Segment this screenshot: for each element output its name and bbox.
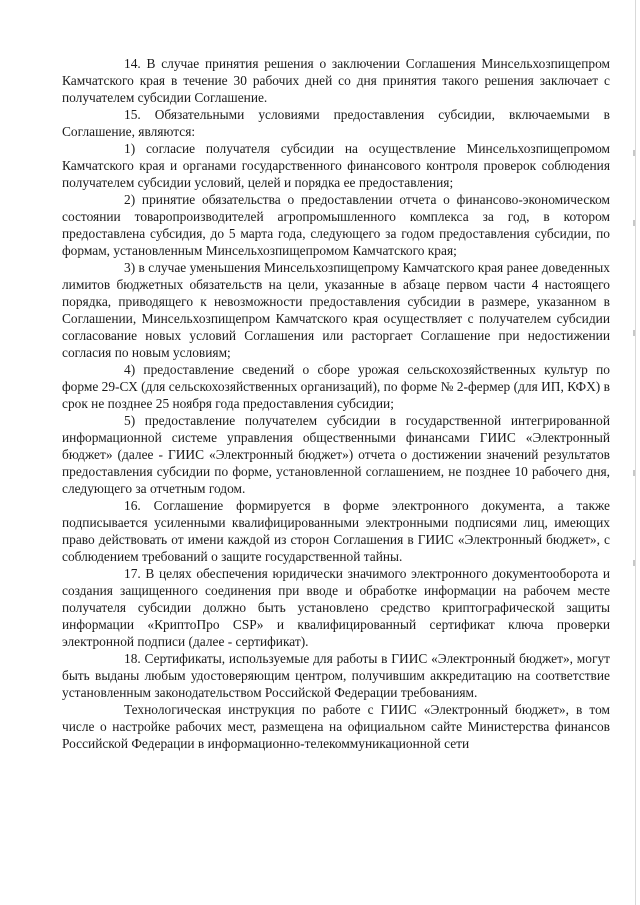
- paragraph-14: 14. В случае принятия решения о заключении Соглашения Минсельхозпищепром Камчатского края в течение 30 рабочих дней со дня принятия такого решения заключает с получателем субсидии Соглашение.: [62, 56, 610, 105]
- paragraph-15-item-4: 4) предоставление сведений о сборе урожая сельскохозяйственных культур по форме 29-СХ (для сельскохозяйственных организаций), по форме № 2-фермер (для ИП, КФХ) в срок не позднее 25 ноября года предоставления субсидии;: [62, 362, 610, 411]
- paragraph-tech-instruction: Технологическая инструкция по работе с ГИИС «Электронный бюджет», в том числе о настройке рабочих мест, размещена на официальном сайте Министерства финансов Российской Федерации в информационно-телекоммуникационной сети: [62, 702, 610, 751]
- paragraph-16: 16. Соглашение формируется в форме электронного документа, а также подписывается усиленными квалифицированными электронными подписями лиц, имеющих право действовать от имени каждой из сторон Соглашения в ГИИС «Электронный бюджет», с соблюдением требований о защите государственной тайны.: [62, 498, 610, 564]
- paragraph-15-item-3: 3) в случае уменьшения Минсельхозпищепрому Камчатского края ранее доведенных лимитов бюджетных обязательств на цели, указанные в абзаце первом части 4 настоящего порядка, приводящего к невозможности предоставления субсидии в размере, указанном в Соглашении, Минсельхозпищепром Камчатского края осуществляет с получателем субсидии согласование новых условий Соглашения или расторгает Соглашение при недостижении согласия по новым условиям;: [62, 260, 610, 360]
- scan-mark: [633, 560, 635, 566]
- scan-mark: [633, 470, 635, 476]
- paragraph-17: 17. В целях обеспечения юридически значимого электронного документооборота и создания защищенного соединения при вводе и обработке информации на рабочем месте получателя субсидии должно быть установлено средство криптографической защиты информации «КриптоПро CSP» и квалифицированный сертификат ключа проверки электронной подписи (далее - сертификат).: [62, 566, 610, 649]
- paragraph-15-item-1: 1) согласие получателя субсидии на осуществление Минсельхозпищепромом Камчатского края и органами государственного финансового контроля проверок соблюдения получателем субсидии условий, целей и порядка ее предоставления;: [62, 141, 610, 190]
- scan-mark: [633, 220, 635, 226]
- scan-mark: [633, 150, 635, 156]
- paragraph-18: 18. Сертификаты, используемые для работы в ГИИС «Электронный бюджет», могут быть выданы любым удостоверяющим центром, получившим аккредитацию на соответствие установленным законодательством Российской Федерации требованиям.: [62, 651, 610, 700]
- document-body: [62, 55, 610, 752]
- paragraph-15-item-5: 5) предоставление получателем субсидии в государственной интегрированной информационной системе управления общественными финансами ГИИС «Электронный бюджет» (далее - ГИИС «Электронный бюджет») отчета о достижении значений результатов предоставления субсидии по форме, установленной соглашением, не позднее 10 рабочего дня, следующего за отчетным годом.: [62, 413, 610, 496]
- paragraph-15-item-2: 2) принятие обязательства о предоставлении отчета о финансово-экономическом состоянии товаропроизводителей агропромышленного комплекса за год, в котором предоставлена субсидия, до 5 марта года, следующего за годом предоставления субсидии, по формам, установленным Минсельхозпищепромом Камчатского края;: [62, 192, 610, 258]
- paragraph-15: 15. Обязательными условиями предоставления субсидии, включаемыми в Соглашение, являются:: [62, 107, 610, 139]
- scan-edge-line: [635, 0, 636, 905]
- scan-mark: [633, 330, 635, 336]
